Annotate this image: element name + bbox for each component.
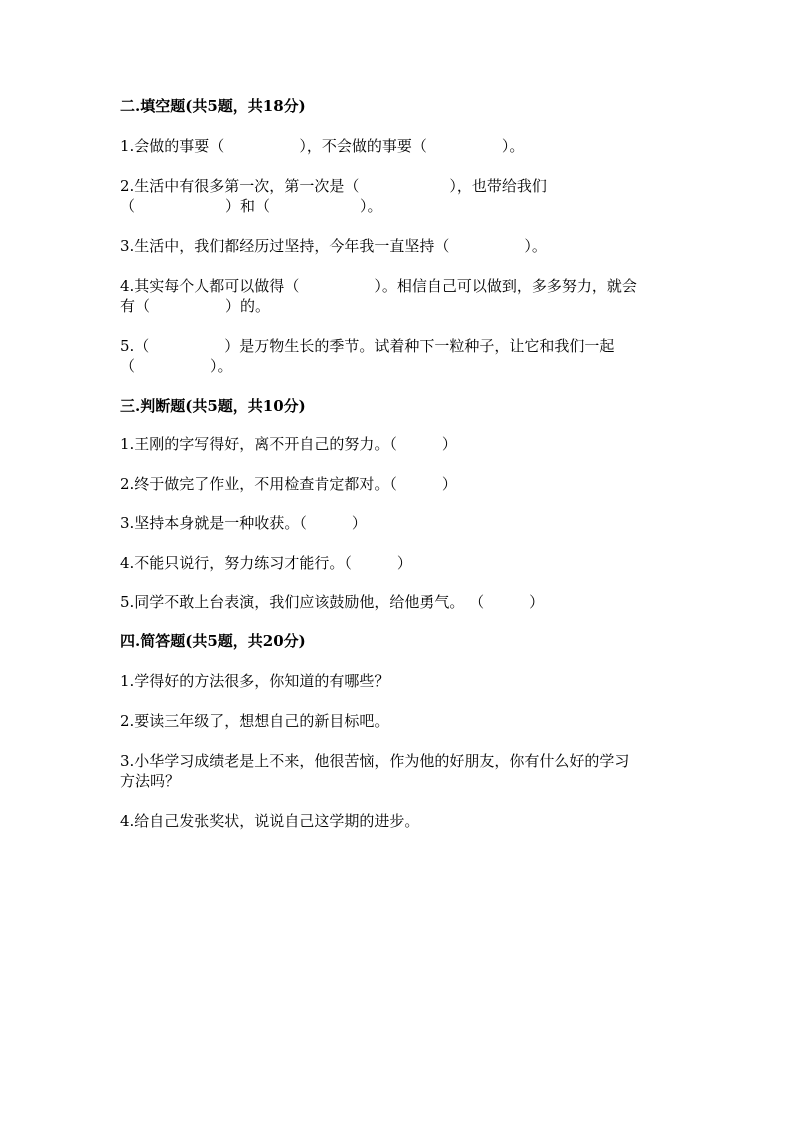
fill-question-5-line-1: 5.（ ）是万物生长的季节。试着种下一粒种子，让它和我们一起 [120,337,615,355]
short-question-3-line-2: 方法吗？ [120,772,181,790]
section-4-title: 四.简答题(共5题，共20分) [120,632,306,650]
judge-question-4: 4.不能只说行，努力练习才能行。（ ） [120,554,412,572]
fill-question-2-line-1: 2.生活中有很多第一次，第一次是（ ），也带给我们 [120,177,547,195]
short-question-2: 2.要读三年级了，想想自己的新目标吧。 [120,712,390,730]
fill-question-4-line-1: 4.其实每个人都可以做得（ ）。相信自己可以做到，多多努力，就会 [120,277,637,295]
judge-question-5: 5.同学不敢上台表演，我们应该鼓励他，给他勇气。 （ ） [120,593,545,611]
fill-question-5-line-2: （ ）。 [120,357,233,375]
fill-question-2-line-2: （ ）和（ ）。 [120,197,383,215]
short-question-4: 4.给自己发张奖状，说说自己这学期的进步。 [120,812,420,830]
fill-question-4-line-2: 有（ ）的。 [120,297,271,315]
section-2-title: 二.填空题(共5题，共18分) [120,97,306,115]
section-3-title: 三.判断题(共5题，共10分) [120,397,306,415]
short-question-3-line-1: 3.小华学习成绩老是上不来，他很苦恼，作为他的好朋友，你有什么好的学习 [120,752,630,770]
judge-question-3: 3.坚持本身就是一种收获。（ ） [120,514,367,532]
judge-question-1: 1.王刚的字写得好，离不开自己的努力。（ ） [120,435,457,453]
fill-question-3: 3.生活中，我们都经历过坚持，今年我一直坚持（ ）。 [120,237,547,255]
judge-question-2: 2.终于做完了作业，不用检查肯定都对。（ ） [120,475,457,493]
short-question-1: 1.学得好的方法很多，你知道的有哪些？ [120,672,390,690]
fill-question-1: 1.会做的事要（ ），不会做的事要（ ）。 [120,137,525,155]
